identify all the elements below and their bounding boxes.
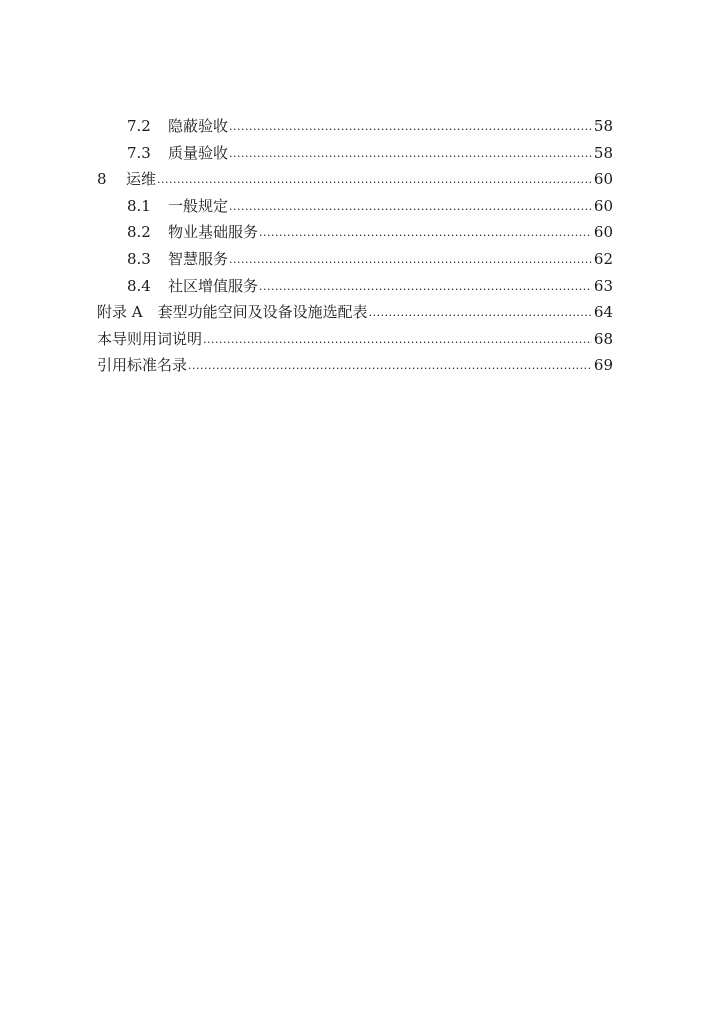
toc-entry-page: 64	[593, 303, 613, 322]
toc-entry-page: 60	[593, 196, 613, 215]
toc-entry-page: 62	[593, 249, 613, 268]
toc-entry-number: 7.2	[127, 117, 151, 135]
toc-entry-number: 7.3	[127, 143, 151, 162]
toc-entry[interactable]	[97, 219, 613, 246]
toc-entry-page: 58	[593, 117, 613, 135]
toc-leader-dots	[188, 351, 592, 380]
toc-entry-page: 58	[593, 143, 613, 162]
toc-leader-dots	[229, 112, 592, 141]
toc-entry-page: 69	[593, 356, 613, 375]
toc-leader-dots	[229, 192, 592, 221]
toc-entry-title: 运维	[126, 170, 157, 189]
toc-leader-dots	[229, 139, 592, 168]
toc-entry[interactable]	[97, 246, 613, 273]
toc-entry[interactable]	[97, 166, 613, 193]
toc-entry[interactable]	[97, 113, 613, 140]
toc-entry[interactable]	[97, 352, 613, 379]
toc-leader-dots	[229, 245, 592, 274]
toc-entry-title: 本导则用词说明	[97, 329, 203, 348]
toc-leader-dots	[369, 298, 592, 327]
toc-leader-dots	[157, 165, 592, 194]
toc-entry-page: 60	[593, 170, 613, 189]
table-of-contents	[97, 113, 613, 379]
toc-entry-number: 8.1	[127, 196, 151, 215]
toc-leader-dots	[259, 218, 592, 247]
toc-entry-title: 一般规定	[168, 196, 229, 215]
toc-leader-dots	[259, 272, 592, 301]
toc-entry-page: 63	[593, 276, 613, 295]
toc-entry-number: 8.3	[127, 249, 151, 268]
toc-entry[interactable]	[97, 140, 613, 167]
toc-leader-dots	[203, 325, 592, 354]
toc-entry-number: 8.4	[127, 276, 151, 295]
toc-entry-title: 社区增值服务	[168, 276, 259, 295]
toc-entry-number: 8	[97, 170, 107, 189]
toc-entry-title: 物业基础服务	[168, 223, 259, 242]
toc-entry-title: 智慧服务	[168, 249, 229, 268]
toc-entry-page: 68	[593, 329, 613, 348]
toc-entry-title: 附录 A 套型功能空间及设备设施选配表	[97, 303, 368, 322]
toc-entry-number: 8.2	[127, 223, 151, 242]
toc-entry[interactable]	[97, 299, 613, 326]
toc-entry[interactable]	[97, 193, 613, 220]
toc-entry-page: 60	[593, 223, 613, 242]
toc-entry[interactable]	[97, 273, 613, 300]
toc-entry[interactable]	[97, 326, 613, 353]
toc-entry-title: 隐蔽验收	[168, 117, 229, 135]
toc-entry-title: 引用标准名录	[97, 356, 188, 375]
toc-entry-title: 质量验收	[168, 143, 229, 162]
